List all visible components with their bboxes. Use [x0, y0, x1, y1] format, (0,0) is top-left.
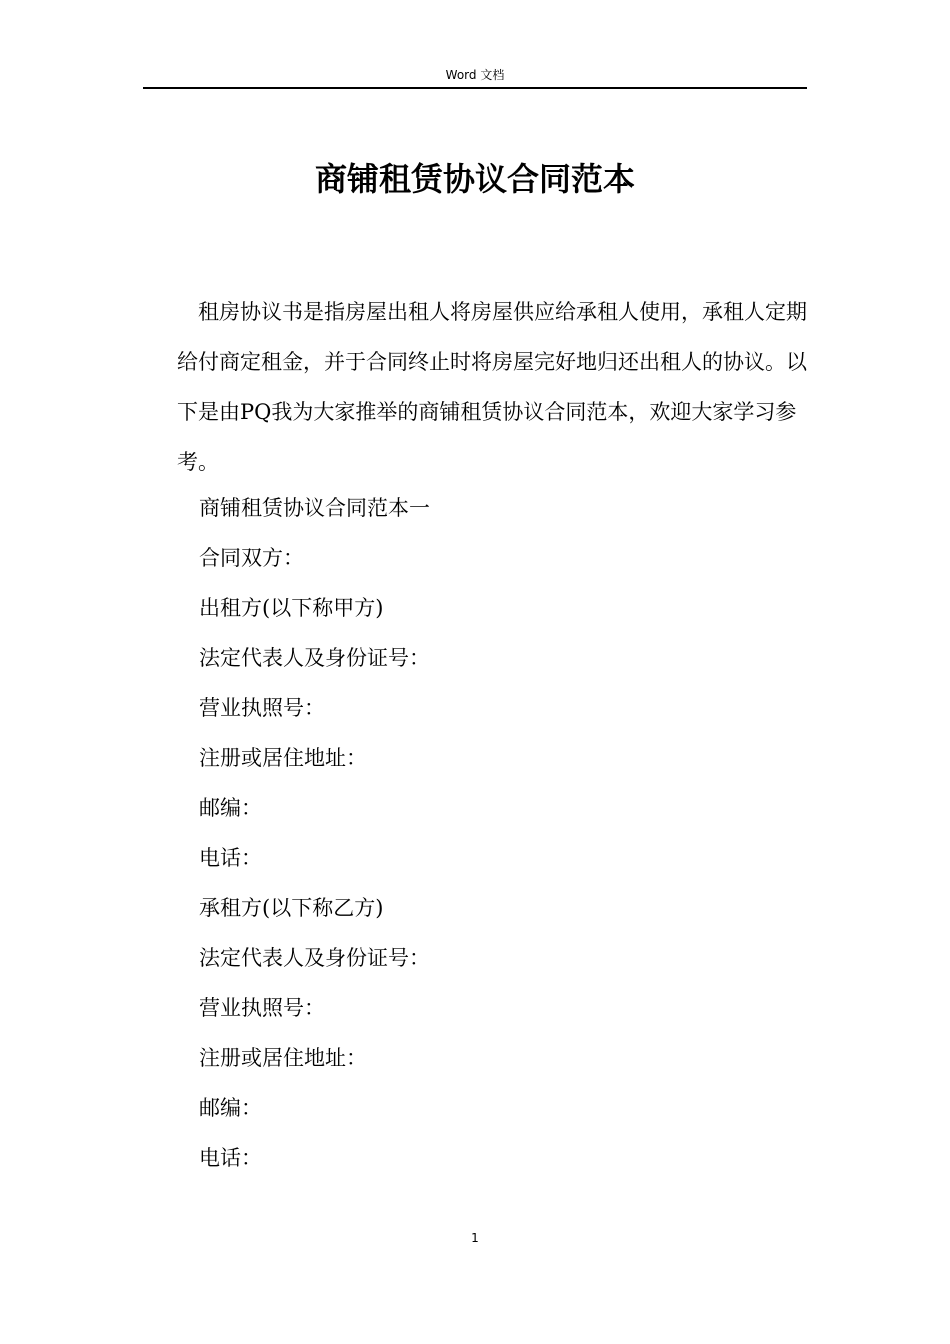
lessor-postcode-field: 邮编： [199, 796, 262, 820]
contract-lines [199, 483, 799, 1183]
page-number: 1 [471, 1231, 479, 1245]
lessor-phone-field: 电话： [199, 846, 262, 870]
lessee-representative-field: 法定代表人及身份证号： [199, 946, 430, 970]
lessor-representative-field: 法定代表人及身份证号： [199, 646, 430, 670]
lessor-license-field: 营业执照号： [199, 696, 325, 720]
page-header: Word 文档 [445, 68, 505, 82]
lessor-label: 出租方(以下称甲方) [199, 596, 384, 620]
lessor-address-field: 注册或居住地址： [199, 746, 367, 770]
contract-parties-label: 合同双方： [199, 546, 304, 570]
intro-paragraph: 租房协议书是指房屋出租人将房屋供应给承租人使用，承租人定期给付商定租金，并于合同终止时将房屋完好地归还出租人的协议。以下是由PQ我为大家推举的商铺租赁协议合同范本，欢迎大家学习参考。 [177, 300, 807, 474]
lessee-phone-field: 电话： [199, 1146, 262, 1170]
lessee-postcode-field: 邮编： [199, 1096, 262, 1120]
lessee-license-field: 营业执照号： [199, 996, 325, 1020]
lessee-address-field: 注册或居住地址： [199, 1046, 367, 1070]
lessee-label: 承租方(以下称乙方) [199, 896, 384, 920]
header-divider [143, 87, 807, 89]
section-heading: 商铺租赁协议合同范本一 [199, 496, 430, 520]
document-title: 商铺租赁协议合同范本 [314, 160, 635, 198]
